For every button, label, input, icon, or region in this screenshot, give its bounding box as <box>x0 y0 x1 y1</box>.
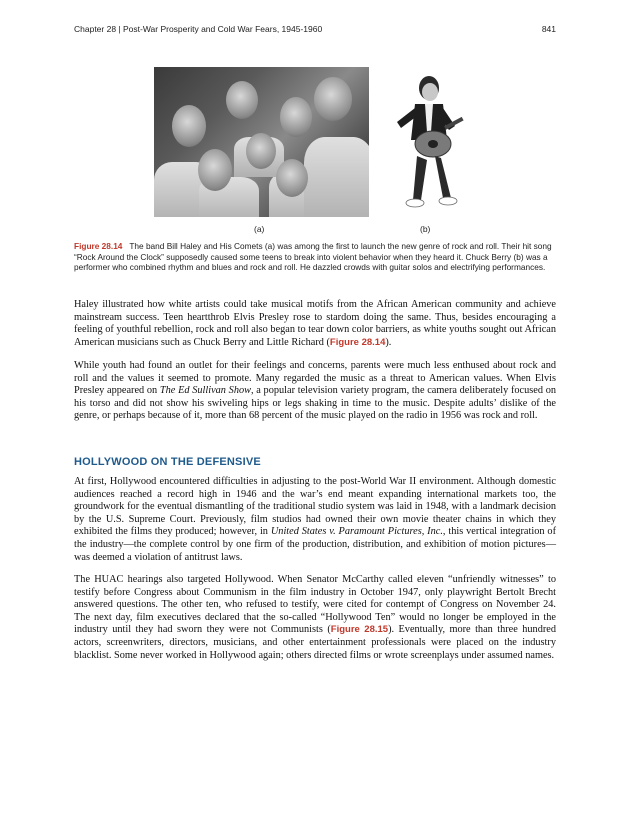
figure-caption <box>74 241 556 273</box>
figure-link-28-15[interactable]: Figure 28.15 <box>330 624 389 636</box>
paragraph-3: At first, Hollywood encountered difficulties in adjusting to the post-World War II environment. Although domestic audiences reached a record high in 1946 and the war’s end meant expanding international markets too, the groundwork for the eventual dismantling of the traditional studio system was laid in 1948, with a landmark decision by the U.S. Supreme Court. Previously, film studios had owned their own movie theater chains in which they exhibited the films they produced; however, in United States v. Paramount Pictures, Inc., this vertical integration of the industry—the complete control by one firm of the production, distribution, and exhibition of motion pictures—was deemed a violation of antitrust laws. <box>74 476 556 563</box>
figure-link-28-14[interactable]: Figure 28.14 <box>329 336 386 348</box>
figure-number: Figure 28.14 <box>74 241 123 251</box>
band-photo <box>154 67 369 217</box>
chapter-title: Chapter 28 | Post-War Prosperity and Cold War Fears, 1945-1960 <box>74 24 323 34</box>
paragraph-2: While youth had found an outlet for their feelings and concerns, parents were much less enthused about rock and roll and the values it seemed to promote. Many regarded the music as a threat to American values. When Elvis Presley appeared on The Ed Sullivan Show, a popular television variety program, the camera deliberately focused on his torso and did not show his swiveling hips or legs shaking in time to the music. Despite adults’ dislike of the genre, or perhaps because of it, more than 68 percent of the music played on the radio in 1956 was rock and roll. <box>74 360 556 422</box>
figure-label-b: (b) <box>420 224 431 234</box>
running-header <box>74 24 556 34</box>
guitarist-photo <box>385 70 465 215</box>
paragraph-1: Haley illustrated how white artists could take musical motifs from the African American community and achieve mainstream success. Teen heartthrob Elvis Presley rose to stardom doing the same. Thus, besides encouraging a feeling of youthful rebellion, rock and roll also began to tear down color barriers, as white youths sought out African American musicians such as Chuck Berry and Little Richard (Figure 28.14). <box>74 299 556 348</box>
paragraph-4: The HUAC hearings also targeted Hollywood. When Senator McCarthy called eleven “unfriendly witnesses” to testify before Congress about Communism in the film industry in October 1947, only playwright Bertolt Brecht answered questions. The other ten, who refused to testify, were cited for contempt of Congress on November 24. The next day, film executives declared that the so-called “Hollywood Ten” would no longer be employed in the industry until they had sworn they were not Communists (Figure 28.15). Eventually, more than three hundred actors, screenwriters, directors, musicians, and other entertainment professionals were placed on the industry blacklist. Some never worked in Hollywood again; others directed films or wrote screenplays under assumed names. <box>74 574 557 661</box>
caption-text: The band Bill Haley and His Comets (a) was among the first to launch the new genre of rock and roll. Their hit song “Rock Around the Clock” supposedly caused some teens to break into violent behavior when they heard it. Chuck Berry (b) was a performer who combined rhythm and blues and rock and roll. He dazzled crowds with guitar solos and electrifying performances. <box>74 241 552 272</box>
figure-label-a: (a) <box>254 224 265 234</box>
section-heading: HOLLYWOOD ON THE DEFENSIVE <box>74 456 261 468</box>
page-number: 841 <box>541 24 556 34</box>
